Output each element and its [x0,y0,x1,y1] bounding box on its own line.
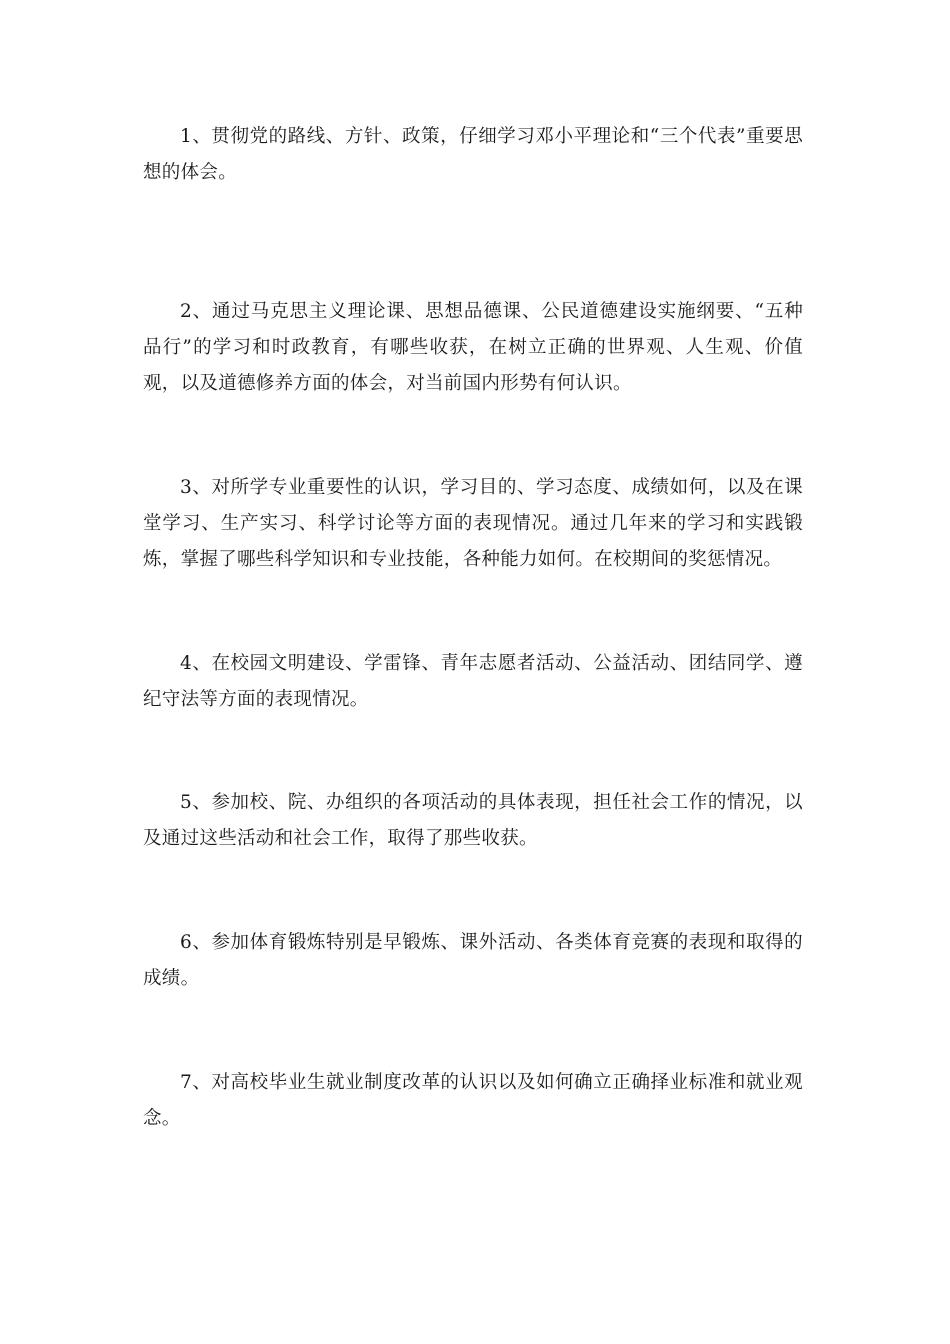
paragraph-7: 7、对高校毕业生就业制度改革的认识以及如何确立正确择业标准和就业观念。 [143,1072,803,1129]
paragraph-3: 3、对所学专业重要性的认识，学习目的、学习态度、成绩如何，以及在课堂学习、生产实习、科学讨论等方面的表现情况。通过几年来的学习和实践锻炼，掌握了哪些科学知识和专业技能，各种能力如何。在校期间的奖惩情况。 [143,477,803,570]
paragraph-5: 5、参加校、院、办组织的各项活动的具体表现，担任社会工作的情况，以及通过这些活动和社会工作，取得了那些收获。 [143,792,803,849]
paragraph-6: 6、参加体育锻炼特别是早锻炼、课外活动、各类体育竞赛的表现和取得的成绩。 [143,932,803,989]
paragraph-1: 1、贯彻党的路线、方针、政策，仔细学习邓小平理论和“三个代表”重要思想的体会。 [143,126,803,183]
paragraph-4: 4、在校园文明建设、学雷锋、青年志愿者活动、公益活动、团结同学、遵纪守法等方面的表现情况。 [143,653,803,710]
paragraph-2: 2、通过马克思主义理论课、思想品德课、公民道德建设实施纲要、“五种品行”的学习和时政教育，有哪些收获，在树立正确的世界观、人生观、价值观，以及道德修养方面的体会，对当前国内形势有何认识。 [143,301,803,394]
